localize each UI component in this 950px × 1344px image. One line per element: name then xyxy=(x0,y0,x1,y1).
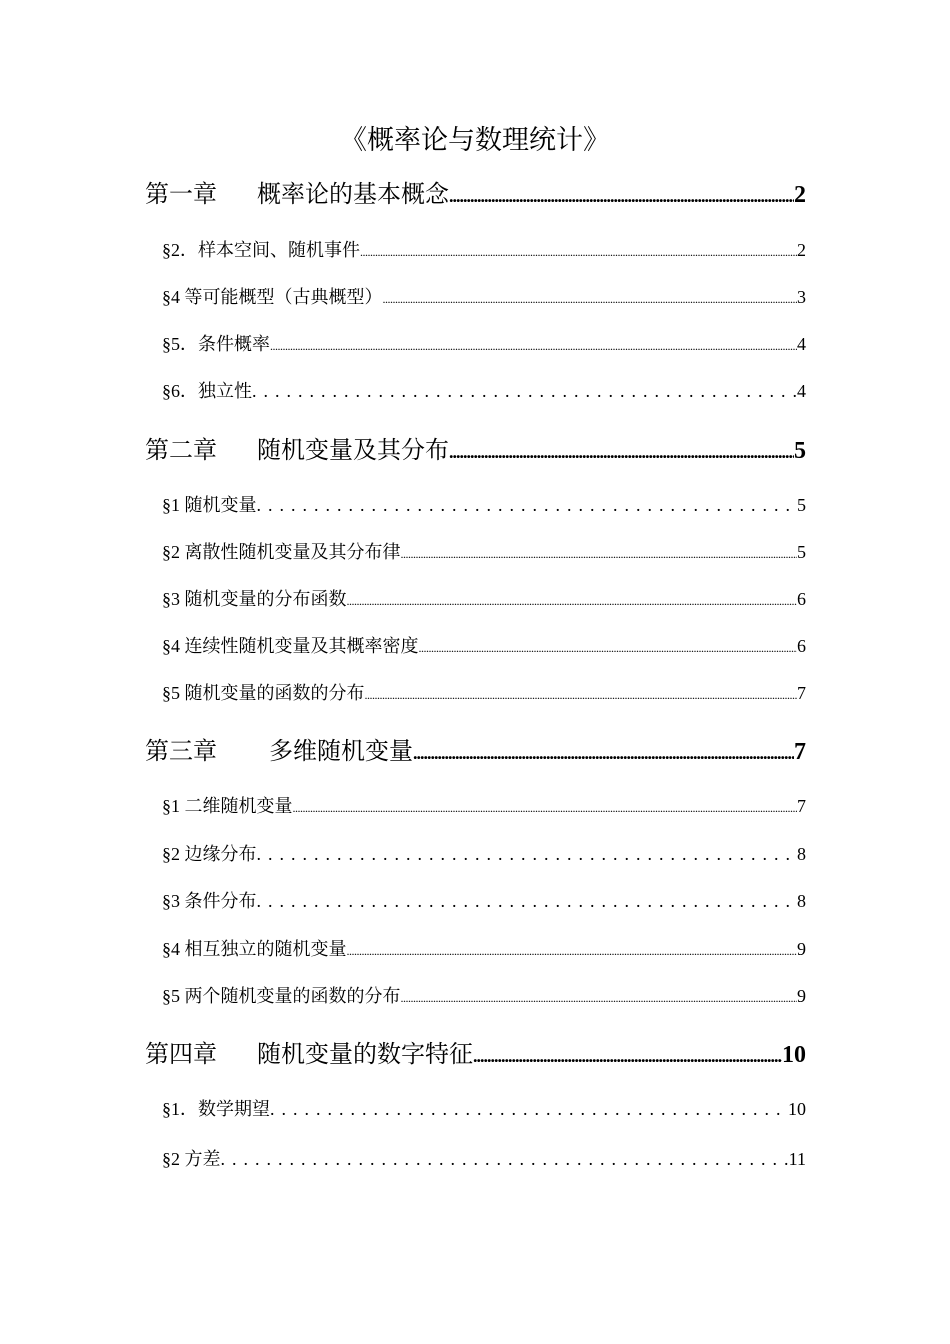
page-number: 9 xyxy=(797,986,806,1006)
section-label: §1 二维随机变量 xyxy=(162,796,293,816)
toc-chapter-2[interactable] xyxy=(145,430,806,464)
toc-section[interactable] xyxy=(162,585,806,611)
dot-leader xyxy=(449,442,794,463)
dot-leader xyxy=(270,339,797,354)
chapter-title: 随机变量及其分布 xyxy=(257,438,449,464)
dot-leader xyxy=(347,594,798,609)
dot-leader xyxy=(365,688,798,703)
section-label: §6．独立性 xyxy=(162,381,252,401)
toc-chapter-1[interactable] xyxy=(145,174,806,208)
chapter-title: 随机变量的数字特征 xyxy=(257,1042,473,1068)
chapter-label: 第三章 xyxy=(145,739,217,765)
document-title: 《概率论与数理统计》 xyxy=(340,125,610,155)
page-number: 3 xyxy=(797,287,806,307)
page-number: 4 xyxy=(797,334,806,354)
toc-section[interactable] xyxy=(162,935,806,961)
section-label: §1 随机变量 xyxy=(162,495,257,515)
page-number: 10 xyxy=(788,1099,806,1119)
dot-leader xyxy=(257,844,798,865)
toc-section[interactable] xyxy=(162,236,806,262)
toc-chapter-4[interactable] xyxy=(145,1034,806,1068)
page-number: 2 xyxy=(794,182,806,208)
toc-section[interactable] xyxy=(162,377,806,403)
section-label: §4 相互独立的随机变量 xyxy=(162,939,347,959)
section-label: §5 随机变量的函数的分布 xyxy=(162,683,365,703)
toc-chapter-3[interactable] xyxy=(145,731,806,765)
dot-leader xyxy=(221,1149,789,1170)
section-label: §2．样本空间、随机事件 xyxy=(162,240,360,260)
toc-section[interactable] xyxy=(162,491,806,517)
section-label: §3 条件分布 xyxy=(162,891,257,911)
dot-leader xyxy=(252,381,797,402)
dot-leader xyxy=(293,801,798,816)
section-label: §4 等可能概型（古典概型） xyxy=(162,287,383,307)
section-label: §4 连续性随机变量及其概率密度 xyxy=(162,636,419,656)
toc-section[interactable] xyxy=(162,982,806,1008)
toc-section[interactable] xyxy=(162,679,806,705)
page-number: 8 xyxy=(797,891,806,911)
page-number: 5 xyxy=(797,495,806,515)
dot-leader xyxy=(347,944,798,959)
toc-section[interactable] xyxy=(162,538,806,564)
section-label: §3 随机变量的分布函数 xyxy=(162,589,347,609)
chapter-title: 多维随机变量 xyxy=(269,739,413,765)
chapter-label: 第四章 xyxy=(145,1042,217,1068)
page-number: 7 xyxy=(797,796,806,816)
toc-section[interactable] xyxy=(162,840,806,866)
dot-leader xyxy=(419,641,798,656)
chapter-label: 第二章 xyxy=(145,438,217,464)
page-number: 6 xyxy=(797,589,806,609)
section-label: §2 离散性随机变量及其分布律 xyxy=(162,542,401,562)
toc-section[interactable] xyxy=(162,1095,806,1121)
toc-section[interactable] xyxy=(162,330,806,356)
section-label: §5 两个随机变量的函数的分布 xyxy=(162,986,401,1006)
page-number: 7 xyxy=(797,683,806,703)
toc-section[interactable] xyxy=(162,887,806,913)
dot-leader xyxy=(449,186,794,207)
dot-leader xyxy=(401,991,798,1006)
page-number: 2 xyxy=(797,240,806,260)
page-number: 11 xyxy=(788,1149,806,1169)
section-label: §1．数学期望 xyxy=(162,1099,270,1119)
toc-section[interactable] xyxy=(162,1145,806,1171)
dot-leader xyxy=(257,891,798,912)
toc-section[interactable] xyxy=(162,283,806,309)
chapter-label: 第一章 xyxy=(145,182,217,208)
section-label: §2 边缘分布 xyxy=(162,844,257,864)
dot-leader xyxy=(257,495,798,516)
toc-section[interactable] xyxy=(162,632,806,658)
page-number: 7 xyxy=(794,739,806,765)
toc-section[interactable] xyxy=(162,792,806,818)
section-label: §5．条件概率 xyxy=(162,334,270,354)
dot-leader xyxy=(473,1046,782,1067)
dot-leader xyxy=(401,547,798,562)
dot-leader xyxy=(360,245,797,260)
dot-leader xyxy=(383,292,798,307)
page-number: 10 xyxy=(782,1042,806,1068)
page-number: 8 xyxy=(797,844,806,864)
chapter-title: 概率论的基本概念 xyxy=(257,182,449,208)
page-number: 5 xyxy=(794,438,806,464)
page-number: 4 xyxy=(797,381,806,401)
page-number: 6 xyxy=(797,636,806,656)
page-number: 5 xyxy=(797,542,806,562)
dot-leader xyxy=(413,743,794,764)
page-number: 9 xyxy=(797,939,806,959)
section-label: §2 方差 xyxy=(162,1149,221,1169)
dot-leader xyxy=(270,1099,788,1120)
